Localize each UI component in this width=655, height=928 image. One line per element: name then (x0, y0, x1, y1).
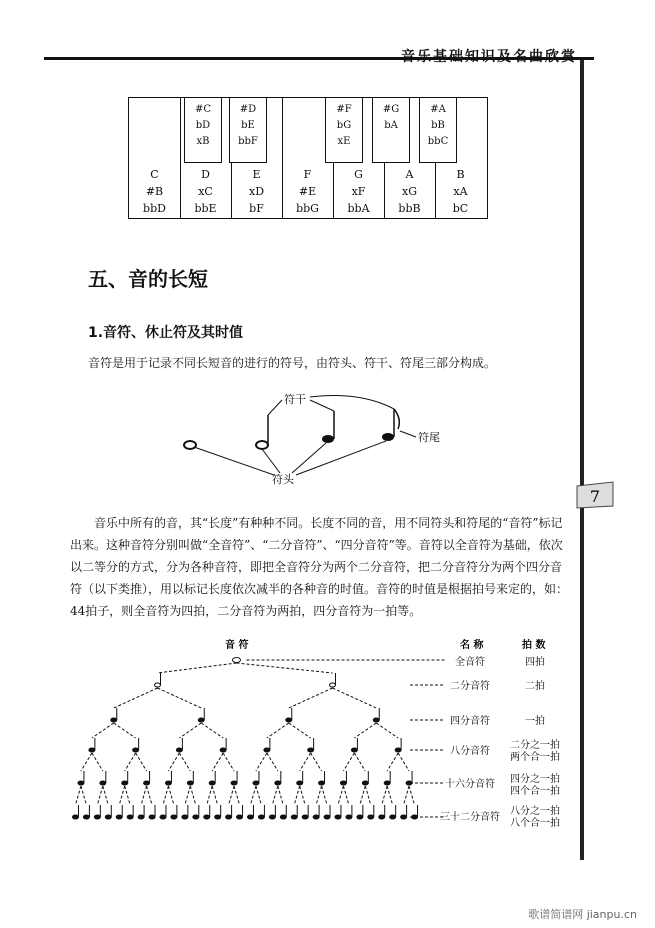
note-head-icon (269, 815, 275, 819)
note-head-icon (406, 781, 412, 785)
row-name: 八分音符 (450, 746, 490, 757)
row-name: 全音符 (455, 657, 485, 668)
body-paragraph: 音乐中所有的音，其“长度”有种种不同。长度不同的音，用不同符头和符尾的“音符”标记出来。这种音符分别叫做“全音符”、“二分音符”、“四分音符”等。音符以全音符为基础，依次以二等分的方式，分为各种音符，即把全音符分为两个二分音符，把二分音符分为两个四分音符（以下类推），用以标记长度依次减半的各种音的时值。音符的时值是根据拍号来定的，如：44拍子，则全音符为四拍，二分音符为两拍，四分音符为一拍等。 (70, 516, 569, 618)
tree-branches (75, 660, 445, 817)
row-beats: 八分之一拍 (510, 806, 560, 817)
white-key-labels (333, 166, 384, 217)
tree-branch (300, 753, 311, 771)
note-head-icon (253, 781, 259, 785)
key-label: A (405, 168, 414, 181)
key-label: bF (249, 202, 264, 215)
white-key-labels (180, 166, 231, 217)
black-key (372, 98, 410, 163)
key-label: xG (402, 185, 417, 198)
row-beats: 二分之一拍 (510, 740, 560, 751)
tree-branch (201, 723, 223, 738)
note-head-icon (280, 815, 286, 819)
note-head-icon (231, 781, 237, 785)
tree-branch (382, 786, 387, 805)
key-label: bB (431, 120, 445, 131)
stem-label: 符干 (284, 393, 306, 406)
note-head-icon (187, 781, 193, 785)
tree-branch (338, 786, 343, 805)
note-head-icon (390, 815, 396, 819)
tree-branch (179, 753, 190, 771)
note-head-icon (78, 781, 84, 785)
note-head-icon (171, 815, 177, 819)
key-label: #G (382, 104, 400, 115)
note-head-icon (220, 748, 226, 752)
tree-branch (158, 663, 237, 673)
key-label: bbG (296, 202, 319, 215)
tree-branch (322, 786, 327, 805)
note-head-icon (89, 748, 95, 752)
tree-branch (179, 723, 201, 738)
tree-branch (136, 753, 147, 771)
black-key (229, 98, 267, 163)
tree-col-note: 音 符 (225, 640, 249, 651)
note-head-icon (226, 815, 232, 819)
subsection-title: 1.音符、休止符及其时值 (88, 325, 244, 341)
tree-branch (387, 753, 398, 771)
tree-branch (387, 786, 392, 805)
tree-branch (250, 786, 255, 805)
note-head-icon (297, 781, 303, 785)
white-key-labels (282, 166, 333, 217)
key-label: xB (196, 136, 210, 147)
note-head-icon (368, 815, 374, 819)
key-label: xC (198, 185, 213, 198)
note-head-icon (346, 815, 352, 819)
intro-paragraph: 音符是用于记录不同长短音的进行的符号，由符头、符干、符尾三部分构成。 (88, 356, 497, 370)
key-label: #E (298, 185, 317, 198)
row-beats: 一拍 (525, 716, 545, 727)
key-label: bbF (238, 136, 258, 147)
black-key (184, 98, 222, 163)
note-head-icon (127, 815, 133, 819)
note-head-icon (362, 781, 368, 785)
key-label: xD (248, 185, 265, 198)
note-head-icon (401, 815, 407, 819)
white-key-labels (384, 166, 435, 217)
margin-rule (580, 60, 584, 860)
key-label: C (150, 168, 159, 181)
note-head-icon (308, 748, 314, 752)
tree-branch (141, 786, 146, 805)
key-label: #D (239, 104, 257, 115)
note-head-icon (193, 815, 199, 819)
note-head-icon (155, 683, 161, 687)
key-label: xE (337, 136, 351, 147)
tree-branch (119, 786, 124, 805)
note-head-icon (264, 748, 270, 752)
note-head-icon (335, 815, 341, 819)
note-head-icon (237, 815, 243, 819)
tree-branch (376, 723, 398, 738)
tree-branch (147, 786, 152, 805)
tree-branch (207, 786, 212, 805)
note-head-icon (138, 815, 144, 819)
tree-branch (92, 753, 103, 771)
key-label: bbE (194, 202, 217, 215)
tree-branch (256, 753, 267, 771)
note-head-icon (319, 781, 325, 785)
tree-branch (114, 688, 158, 708)
tree-branch (256, 786, 261, 805)
tree-branch (289, 723, 311, 738)
note-head-icon (357, 815, 363, 819)
row-beats: 四分之一拍 (510, 774, 560, 785)
tree-branch (75, 786, 80, 805)
note-head-icon (275, 781, 281, 785)
tree-branch (354, 753, 365, 771)
tree-branch (92, 723, 114, 738)
tree-branch (311, 753, 322, 771)
tree-branch (168, 786, 173, 805)
page-number-tab (575, 480, 615, 510)
key-label: E (252, 168, 261, 181)
key-label: xF (351, 185, 366, 198)
key-label: bD (195, 120, 211, 131)
note-head-icon (286, 718, 292, 722)
tree-col-beats: 拍 数 (522, 640, 546, 651)
note-head-icon (351, 748, 357, 752)
eighth-note-icon (382, 433, 394, 441)
tree-branch (278, 786, 283, 805)
key-label: #F (336, 104, 352, 115)
note-head-icon (111, 718, 117, 722)
tree-branch (229, 786, 234, 805)
note-head-icon (258, 815, 264, 819)
tree-branch (333, 688, 377, 708)
half-note-icon (256, 441, 268, 449)
note-head-icon (215, 815, 221, 819)
note-parts-diagram (170, 385, 470, 495)
note-head-icon (324, 815, 330, 819)
key-label: #C (194, 104, 212, 115)
tree-branch (267, 753, 278, 771)
note-head-icon (198, 718, 204, 722)
tree-branch (404, 786, 409, 805)
tree-notes (72, 658, 417, 820)
key-label: bC (452, 202, 469, 215)
note-head-icon (204, 815, 210, 819)
note-head-icon (330, 683, 336, 687)
note-head-icon (160, 815, 166, 819)
row-beats: 二拍 (525, 681, 545, 692)
note-head-icon (72, 815, 78, 819)
row-beats: 八个合一拍 (510, 818, 560, 829)
white-key-labels (129, 166, 180, 217)
head-label: 符头 (272, 473, 294, 486)
note-head-icon (94, 815, 100, 819)
tree-branch (168, 753, 179, 771)
tree-branch (354, 723, 376, 738)
note-head-icon (165, 781, 171, 785)
tree-branch (272, 786, 277, 805)
row-beats: 四拍 (525, 657, 545, 668)
note-head-icon (313, 815, 319, 819)
tree-branch (294, 786, 299, 805)
key-label: B (456, 168, 465, 181)
note-head-icon (144, 781, 150, 785)
tree-branch (398, 753, 409, 771)
tree-branch (237, 663, 333, 673)
tree-branch (212, 753, 223, 771)
note-head-icon (122, 781, 128, 785)
whole-note-icon (184, 441, 196, 449)
tree-branch (234, 786, 239, 805)
tree-branch (125, 786, 130, 805)
tree-branch (103, 786, 108, 805)
key-label: #A (430, 104, 446, 115)
piano-keyboard (128, 97, 488, 219)
tree-branch (163, 786, 168, 805)
key-label: bE (241, 120, 255, 131)
header-rule (44, 57, 594, 60)
tree-branch (190, 786, 195, 805)
note-head-icon (247, 815, 253, 819)
tree-branch (97, 786, 102, 805)
note-head-icon (379, 815, 385, 819)
note-head-icon (149, 815, 155, 819)
row-name: 三十二分音符 (440, 812, 500, 823)
tree-branch (212, 786, 217, 805)
note-head-icon (83, 815, 89, 819)
note-head-icon (291, 815, 297, 819)
note-head-icon (373, 718, 379, 722)
key-label: G (354, 168, 363, 181)
tree-branch (223, 753, 234, 771)
tree-branch (125, 753, 136, 771)
note-head-icon (412, 815, 418, 819)
tree-branch (409, 786, 414, 805)
note-head-icon (182, 815, 188, 819)
tree-branch (81, 753, 92, 771)
key-label: bbB (398, 202, 421, 215)
row-beats: 两个合一拍 (510, 752, 560, 763)
key-label: D (201, 168, 210, 181)
note-head-icon (209, 781, 215, 785)
tree-branch (185, 786, 190, 805)
note-division-tree (60, 630, 580, 850)
black-key (419, 98, 457, 163)
tree-col-name: 名 称 (460, 640, 484, 651)
tree-branch (360, 786, 365, 805)
page-number: 7 (589, 487, 601, 506)
key-label: bbD (143, 202, 166, 215)
tree-branch (81, 786, 86, 805)
note-head-icon (302, 815, 308, 819)
tree-branch (114, 723, 136, 738)
key-label: xA (453, 185, 468, 198)
black-key (325, 98, 363, 163)
row-beats: 四个合一拍 (510, 786, 560, 797)
quarter-note-icon (322, 435, 334, 443)
tail-label: 符尾 (418, 431, 440, 444)
note-head-icon (395, 748, 401, 752)
key-label: bA (384, 120, 398, 131)
tree-branch (365, 786, 370, 805)
tree-branch (316, 786, 321, 805)
note-head-icon (384, 781, 390, 785)
key-label: bbC (427, 136, 449, 147)
note-head-icon (233, 658, 241, 663)
tree-branch (158, 688, 202, 708)
tree-branch (343, 786, 348, 805)
note-head-icon (176, 748, 182, 752)
watermark: 歌谱简谱网 jianpu.cn (528, 908, 637, 921)
key-label: bG (336, 120, 352, 131)
tree-branch (289, 688, 333, 708)
note-head-icon (340, 781, 346, 785)
header-title (401, 46, 577, 66)
key-label: F (303, 168, 312, 181)
white-key-labels (231, 166, 282, 217)
note-head-icon (133, 748, 139, 752)
key-label: bbA (347, 202, 370, 215)
section-title: 五、音的长短 (88, 267, 208, 291)
white-key-labels (435, 166, 486, 217)
note-head-icon (116, 815, 122, 819)
tree-branch (267, 723, 289, 738)
tree-branch (300, 786, 305, 805)
row-name: 十六分音符 (445, 779, 495, 790)
note-head-icon (100, 781, 106, 785)
row-name: 四分音符 (450, 716, 490, 727)
row-name: 二分音符 (450, 681, 490, 692)
tree-branch (343, 753, 354, 771)
key-label: #B (145, 185, 164, 198)
note-head-icon (105, 815, 111, 819)
